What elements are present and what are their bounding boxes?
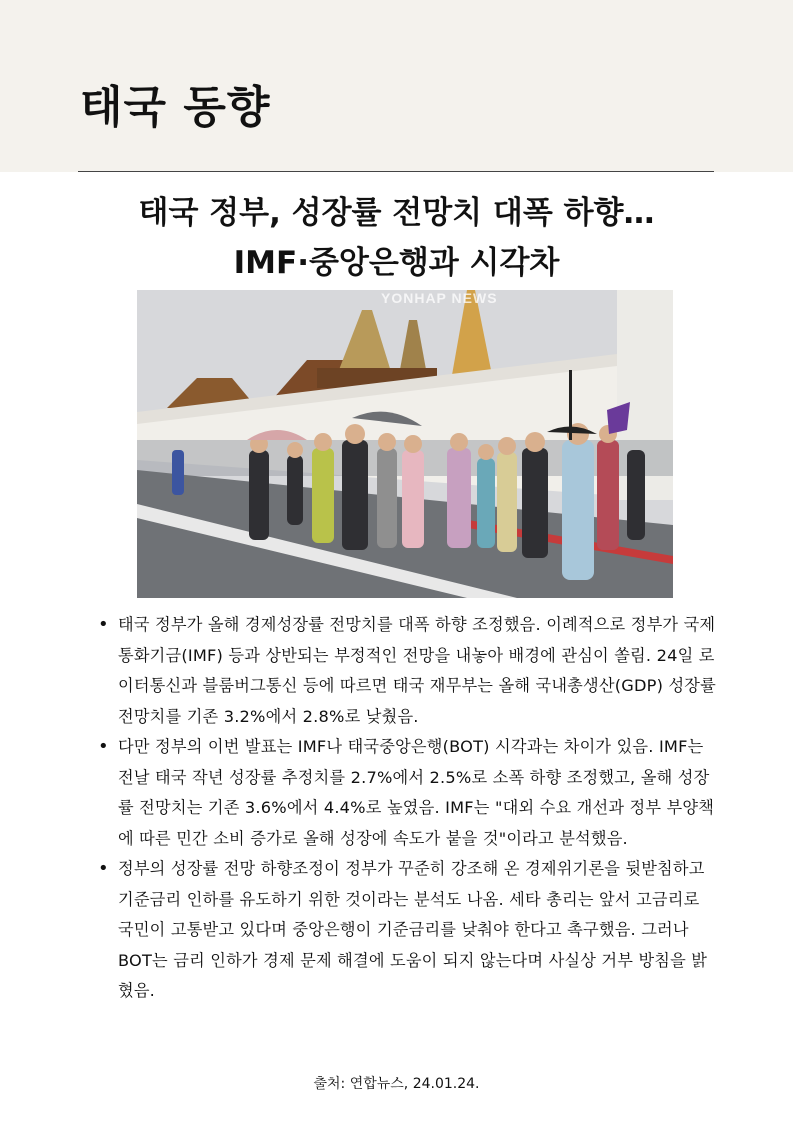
- photo-watermark: YONHAP NEWS: [381, 290, 498, 306]
- article-bullets: [98, 610, 716, 1007]
- bullet-item: • 다만 정부의 이번 발표는 IMF나 태국중앙은행(BOT) 시각과는 차이가 있음. IMF는 전날 태국 작년 성장률 추정치를 2.7%에서 2.5%로 소폭 하향 조정했고, 올해 성장률 전망치는 기존 3.6%에서 4.4%로 높였음. IMF는 "대외 수요 개선과 정부 부양책에 따른 민간 소비 증가로 올해 성장에 속도가 붙을 것"이라고 분석했음.: [98, 732, 716, 854]
- header-divider: [78, 171, 714, 172]
- section-title: 태국 동향: [80, 82, 271, 133]
- bullet-item: • 태국 정부가 올해 경제성장률 전망치를 대폭 하향 조정했음. 이례적으로 정부가 국제통화기금(IMF) 등과 상반되는 부정적인 전망을 내놓아 배경에 관심이 쏠림. 24일 로이터통신과 블룸버그통신 등에 따르면 태국 재무부는 올해 국내총생산(GDP) 성장률 전망치를 기존 3.2%에서 2.8%로 낮췄음.: [98, 610, 716, 732]
- article-headline: [60, 188, 733, 288]
- article-photo: [137, 290, 673, 598]
- bullet-item: • 정부의 성장률 전망 하향조정이 정부가 꾸준히 강조해 온 경제위기론을 뒷받침하고 기준금리 인하를 유도하기 위한 것이라는 분석도 나옴. 세타 총리는 앞서 고금리로 국민이 고통받고 있다며 중앙은행이 기준금리를 낮춰야 한다고 촉구했음. 그러나 BOT는 금리 인하가 경제 문제 해결에 도움이 되지 않는다며 사실상 거부 방침을 밝혔음.: [98, 854, 716, 1007]
- source-line: 출처: 연합뉴스, 24.01.24.: [313, 1076, 480, 1092]
- headline-line-2: IMF·중앙은행과 시각차: [233, 245, 560, 281]
- tourists-at-palace-illustration: [137, 290, 673, 598]
- headline-line-1: 태국 정부, 성장률 전망치 대폭 하향…: [138, 195, 655, 231]
